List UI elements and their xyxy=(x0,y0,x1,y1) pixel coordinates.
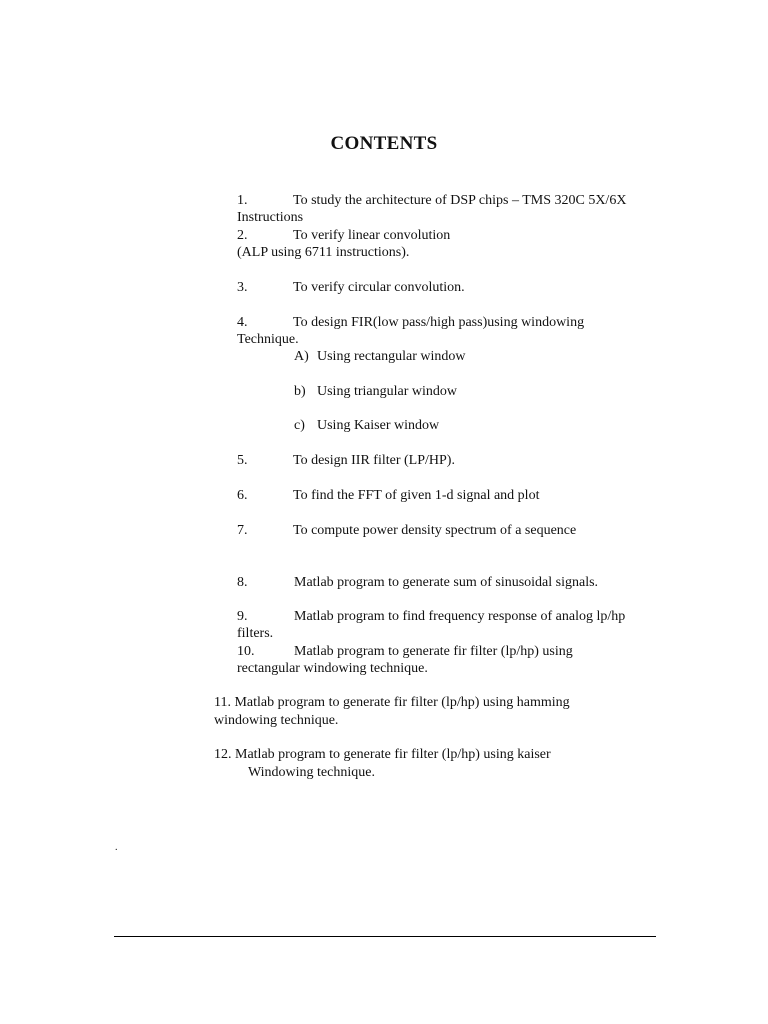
item-continuation: filters. xyxy=(237,626,274,641)
item-number: 4. xyxy=(237,315,248,330)
item-text: Matlab program to generate fir filter (lp/hp) using xyxy=(294,644,573,659)
footer-rule xyxy=(114,936,656,937)
item-continuation: Technique. xyxy=(237,332,299,347)
sub-item-label: A) xyxy=(294,349,309,364)
sub-item-text: Using Kaiser window xyxy=(317,418,440,433)
item-continuation: windowing technique. xyxy=(214,713,339,728)
item-text: To verify linear convolution xyxy=(293,228,451,243)
item-text: Matlab program to generate fir filter (lp/hp) using kaiser xyxy=(235,747,551,762)
item-text: To verify circular convolution. xyxy=(293,280,465,295)
sub-item-label: c) xyxy=(294,418,305,433)
item-number: 11. xyxy=(214,695,231,710)
item-text: Matlab program to generate fir filter (lp/hp) using hamming xyxy=(234,695,570,710)
item-number: 2. xyxy=(237,228,248,243)
sub-item-label: b) xyxy=(294,384,306,399)
footer-mark: . xyxy=(115,842,118,853)
item-number: 10. xyxy=(237,644,255,659)
item-number: 8. xyxy=(237,575,248,590)
item-text: To compute power density spectrum of a sequence xyxy=(293,523,577,538)
item-line xyxy=(214,746,551,763)
item-text: To design FIR(low pass/high pass)using windowing xyxy=(293,315,585,330)
item-text: To study the architecture of DSP chips – TMS 320C 5X/6X xyxy=(293,193,627,208)
item-number: 12. xyxy=(214,747,232,762)
item-number: 9. xyxy=(237,609,248,624)
item-line xyxy=(214,694,570,711)
item-number: 1. xyxy=(237,193,248,208)
item-continuation: (ALP using 6711 instructions). xyxy=(237,245,410,260)
item-number: 7. xyxy=(237,523,248,538)
item-text: Matlab program to find frequency response of analog lp/hp xyxy=(294,609,626,624)
sub-item-text: Using triangular window xyxy=(317,384,457,399)
item-continuation: Instructions xyxy=(237,210,304,225)
item-continuation: Windowing technique. xyxy=(248,765,375,780)
item-text: To design IIR filter (LP/HP). xyxy=(293,453,455,468)
item-number: 5. xyxy=(237,453,248,468)
page-title: CONTENTS xyxy=(330,133,438,154)
item-text: To find the FFT of given 1-d signal and plot xyxy=(293,488,540,503)
item-text: Matlab program to generate sum of sinusoidal signals. xyxy=(294,575,599,590)
sub-item-text: Using rectangular window xyxy=(317,349,466,364)
item-number: 3. xyxy=(237,280,248,295)
item-number: 6. xyxy=(237,488,248,503)
item-continuation: rectangular windowing technique. xyxy=(237,661,428,676)
